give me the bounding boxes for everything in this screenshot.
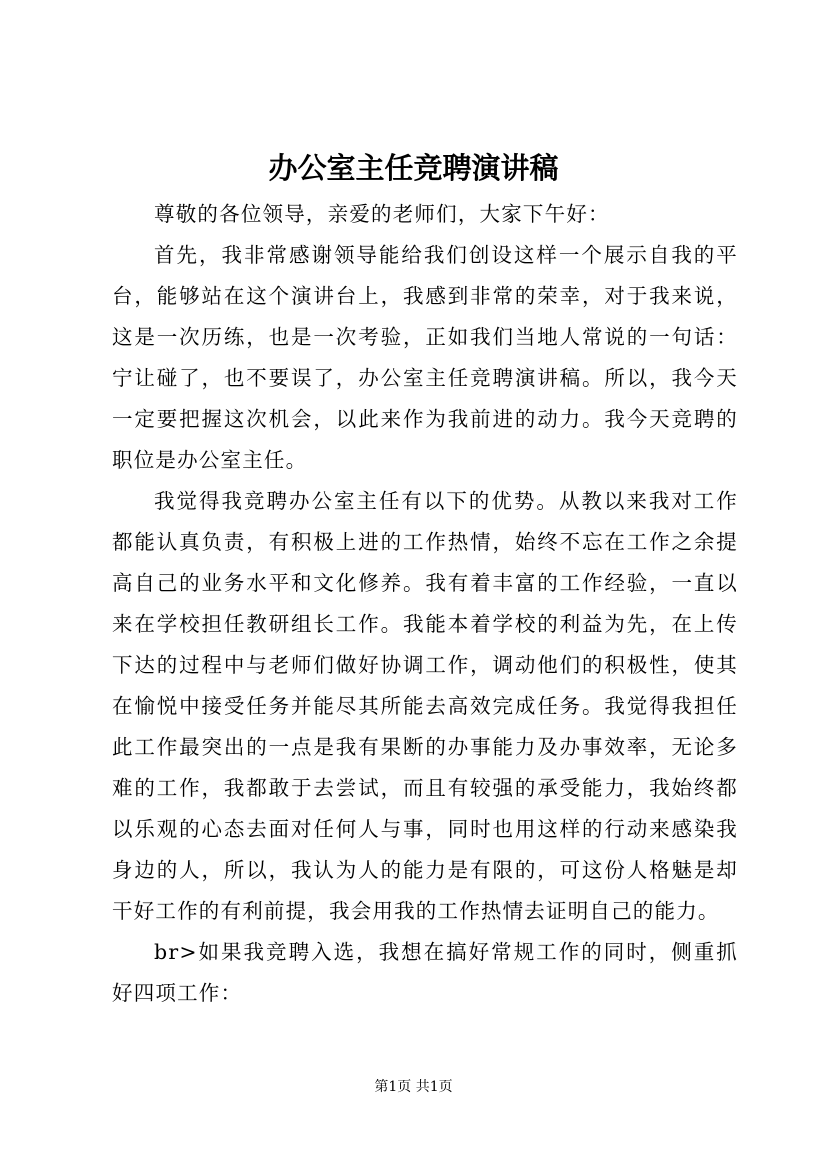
document-title: 办公室主任竞聘演讲稿 bbox=[268, 151, 559, 185]
paragraph-opening: 首先，我非常感谢领导能给我们创设这样一个展示自我的平台，能够站在这个演讲台上，我感到非常的荣幸，对于我来说，这是一次历练，也是一次考验，正如我们当地人常说的一句话：宁让碰了，也不要误了，办公室主任竞聘演讲稿。所以，我今天一定要把握这次机会，以此来作为我前进的动力。我今天竞聘的职位是办公室主任。 bbox=[112, 243, 738, 472]
paragraph-plans: br>如果我竞聘入选，我想在搞好常规工作的同时，侧重抓好四项工作： bbox=[112, 940, 738, 1005]
paragraph-advantages: 我觉得我竞聘办公室主任有以下的优势。从教以来我对工作都能认真负责，有积极上进的工作热情，始终不忘在工作之余提高自己的业务水平和文化修养。我有着丰富的工作经验，一直以来在学校担任教研组长工作。我能本着学校的利益为先，在上传下达的过程中与老师们做好协调工作，调动他们的积极性，使其在愉悦中接受任务并能尽其所能去高效完成任务。我觉得我担任此工作最突出的一点是我有果断的办事能力及办事效率，无论多难的工作，我都敢于去尝试，而且有较强的承受能力，我始终都以乐观的心态去面对任何人与事，同时也用这样的行动来感染我身边的人，所以，我认为人的能力是有限的，可这份人格魅是却干好工作的有利前提，我会用我的工作热情去证明自己的能力。 bbox=[112, 489, 738, 923]
paragraph-greeting: 尊敬的各位领导，亲爱的老师们，大家下午好： bbox=[154, 202, 610, 226]
document-body bbox=[112, 194, 738, 1014]
page-footer: 第1页 共1页 bbox=[374, 1079, 453, 1095]
